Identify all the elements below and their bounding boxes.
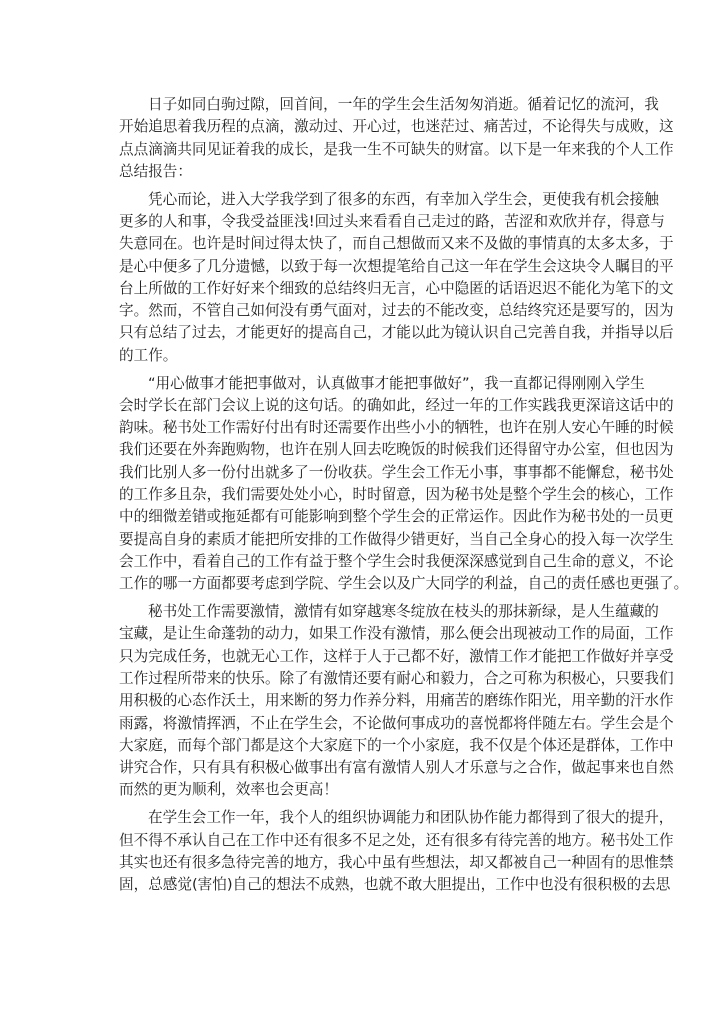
text-line: 只有总结了过去，才能更好的提高自己，才能以此为镜认识自己完善自我，并指导以后: [119, 324, 674, 342]
paragraph-5: [119, 807, 674, 896]
text-line: 我们还要在外奔跑购物，也许在别人回去吃晚饭的时候我们还得留守办公室，但也因为: [119, 441, 674, 459]
text-line: 其实也还有很多急待完善的地方，我心中虽有些想法，却又都被自己一种固有的思惟禁: [119, 853, 674, 871]
text-line: 凭心而论，进入大学我学到了很多的东西，有幸加入学生会，更使我有机会接触: [148, 190, 659, 208]
text-line: 台上所做的工作好好来个细致的总结终归无言，心中隐匿的话语迟迟不能化为笔下的文: [119, 279, 674, 297]
paragraph-2: [119, 189, 674, 367]
text-line: 用积极的心态作沃土，用来断的努力作养分料，用痛苦的磨练作阳光，用辛勤的汗水作: [119, 692, 674, 710]
text-line: 大家庭，而每个部门都是这个大家庭下的一个小家庭，我不仅是个体还是群体，工作中: [119, 736, 674, 754]
text-line: 秘书处工作需要激情，激情有如穿越寒冬绽放在枝头的那抹新绿，是人生蕴藏的: [148, 603, 659, 621]
text-line: 我们比别人多一份付出就多了一份收获。学生会工作无小事，事事都不能懈怠，秘书处: [119, 463, 674, 481]
text-line: 在学生会工作一年，我个人的组织协调能力和团队协作能力都得到了很大的提升，: [148, 809, 674, 827]
text-line: 而然的更为顺利，效率也会更高！: [119, 781, 338, 799]
text-line: 更多的人和事，令我受益匪浅!回过头来看看自己走过的路，苦涩和欢欣并存，得意与: [119, 212, 665, 230]
document-page: [119, 94, 689, 902]
text-line: 但不得不承认自己在工作中还有很多不足之处，还有很多有待完善的地方。秘书处工作: [119, 831, 674, 849]
paragraph-4: [119, 601, 674, 802]
text-line: 会工作中，看着自己的工作有益于整个学生会时我便深深感觉到自己生命的意义，不论: [119, 552, 674, 570]
paragraph-1: [119, 94, 674, 183]
text-line: 中的细微差错或拖延都有可能影响到整个学生会的正常运作。因此作为秘书处的一员更: [119, 508, 674, 526]
text-line: 雨露，将激情挥洒，不止在学生会，不论做何事成功的喜悦都将伴随左右。学生会是个: [119, 714, 674, 732]
text-line: 宝藏，是让生命蓬勃的动力，如果工作没有激情，那么便会出现被动工作的局面，工作: [119, 625, 674, 643]
text-line: 会时学长在部门会议上说的这句话。的确如此，经过一年的工作实践我更深谙这话中的: [119, 396, 674, 414]
text-line: 只为完成任务，也就无心工作，这样于人于己都不好，激情工作才能把工作做好并享受: [119, 647, 674, 665]
text-line: 字。然而，不管自己如何没有勇气面对，过去的不能改变，总结终究还是要写的，因为: [119, 302, 674, 320]
text-line: 韵味。秘书处工作需好付出有时还需要作出些小小的牺牲，也许在别人安心午睡的时候: [119, 419, 674, 437]
text-line: 固，总感觉(害怕)自己的想法不成熟，也就不敢大胆提出，工作中也没有很积极的去思: [119, 876, 671, 894]
text-line: 工作的哪一方面都要考虑到学院、学生会以及广大同学的利益，自己的责任感也更强了。: [119, 575, 689, 593]
text-line: 日子如同白驹过隙，回首间，一年的学生会生活匆匆消逝。循着记忆的流河，我: [148, 96, 659, 113]
text-line: 总结报告：: [119, 162, 192, 180]
text-line: 的工作多且杂，我们需要处处小心，时时留意，因为秘书处是整个学生会的核心，工作: [119, 486, 674, 504]
text-line: 开始追思着我历程的点滴，激动过、开心过，也迷茫过、痛苦过，不论得失与成败，这: [119, 118, 674, 136]
text-line: 的工作。: [119, 346, 178, 364]
text-line: 要提高自身的素质才能把所安排的工作做得少错更好，当自己全身心的投入每一次学生: [119, 530, 674, 548]
text-line: “用心做事才能把事做对，认真做事才能把事做好”，我一直都记得刚刚入学生: [148, 374, 645, 392]
text-line: 点点滴滴共同见证着我的成长，是我一生不可缺失的财富。以下是一年来我的个人工作: [119, 140, 674, 158]
text-line: 讲究合作，只有具有积极心做事出有富有激情人别人才乐意与之合作，做起事来也自然: [119, 759, 674, 777]
paragraph-3: [119, 373, 689, 596]
text-line: 是心中便多了几分遗憾，以致于每一次想提笔给自己这一年在学生会这块令人瞩目的平: [119, 257, 674, 275]
text-line: 工作过程所带来的快乐。除了有激情还要有耐心和毅力，合之可称为积极心，只要我们: [119, 669, 674, 687]
text-line: 失意同在。也许是时间过得太快了，而自己想做而又来不及做的事情真的太多太多，于: [119, 235, 674, 253]
